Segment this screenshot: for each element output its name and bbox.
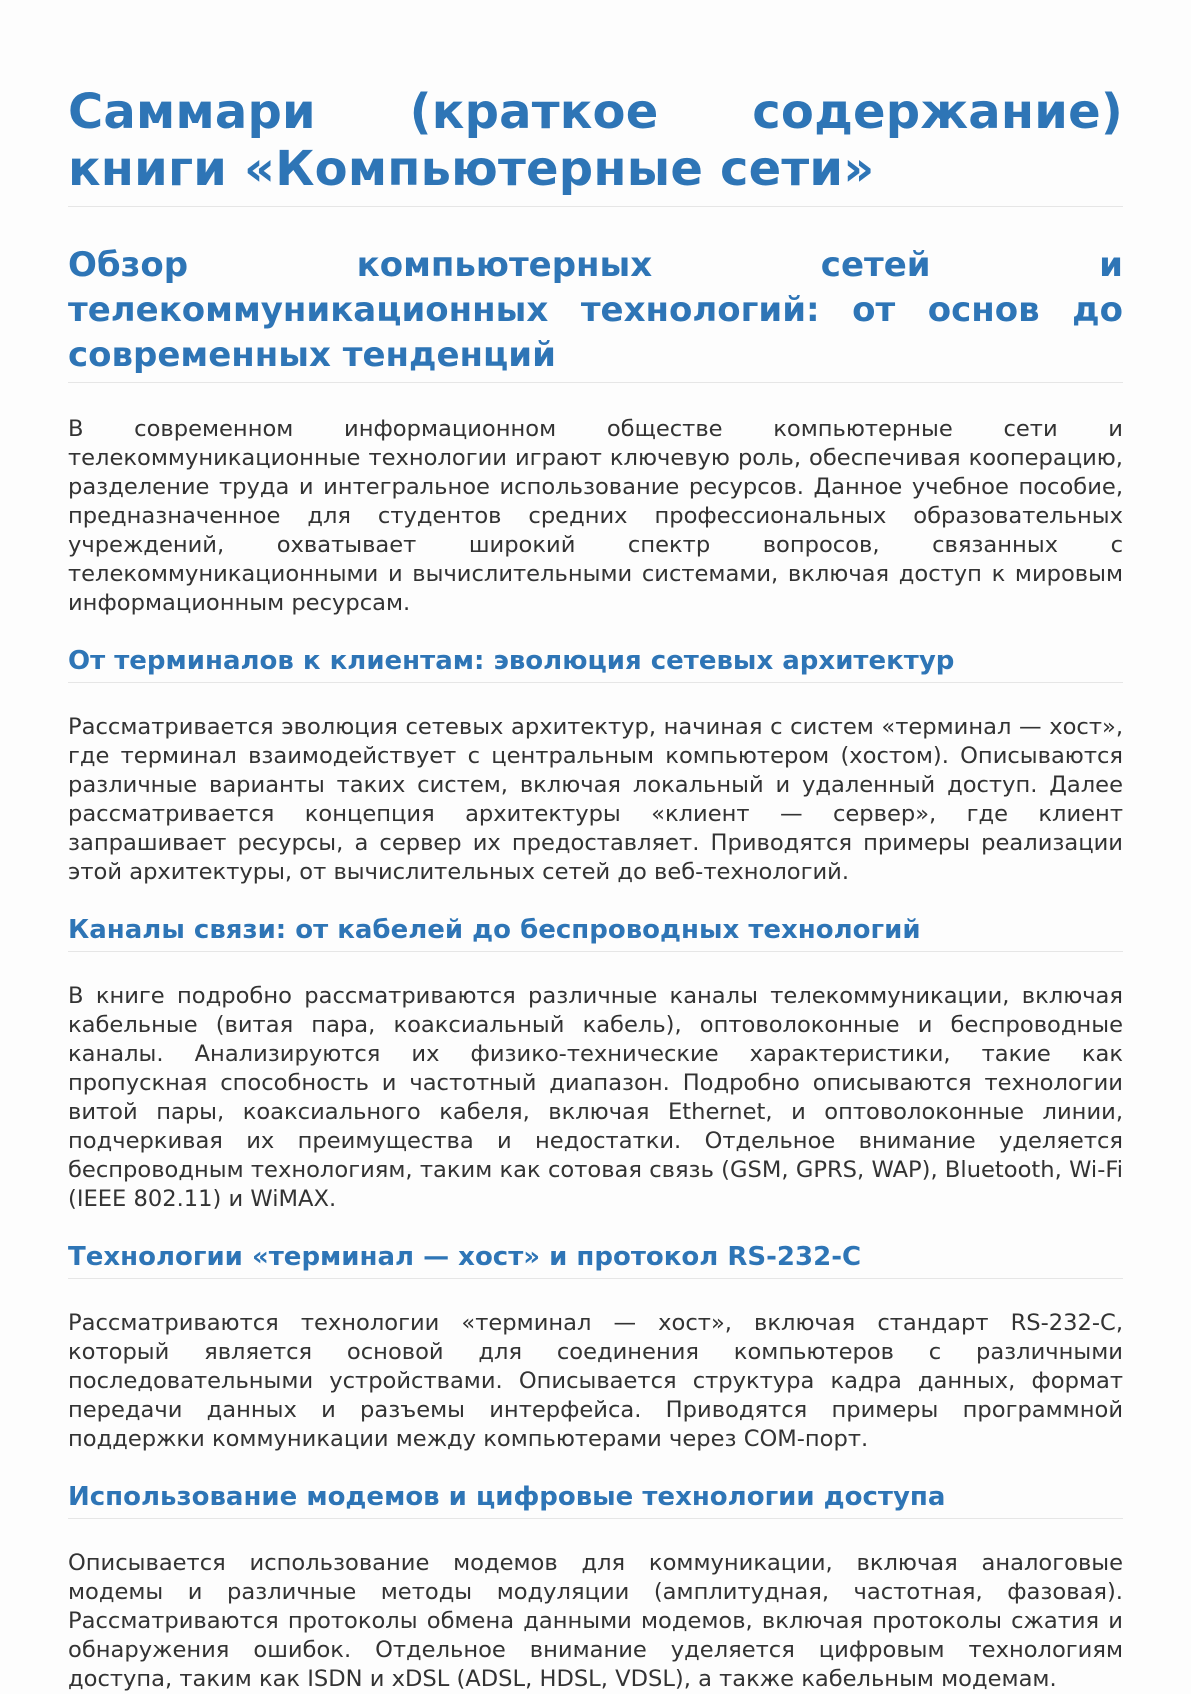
intro-paragraph: В современном информационном обществе компьютерные сети и телекоммуникационные технологии играют ключевую роль, обеспечивая кооперацию, разделение труда и интегральное использование ресурсов. Данное учебное пособие, предназначенное для студентов средних профессиональных образовательных учреждений, охватывает широкий спектр вопросов, связанных с телекоммуникационными и вычислительными системами, включая доступ к мировым информационным ресурсам. — [68, 416, 1123, 616]
section-text-channels: В книге подробно рассматриваются различные каналы телекоммуникации, включая кабельные (витая пара, коаксиальный кабель), оптоволоконные и беспроводные каналы. Анализируются их физико-технические характеристики, такие как пропускная способность и частотный диапазон. Подробно описываются технологии витой пары, коаксиального кабеля, включая Ethernet, и оптоволоконные линии, подчеркивая их преимущества и недостатки. Отдельное внимание уделяется беспроводным технологиям, таким как сотовая связь (GSM, GPRS, WAP), Bluetooth, Wi-Fi (IEEE 802.11) и WiMAX. — [68, 983, 1123, 1212]
section-text-architectures: Рассматривается эволюция сетевых архитектур, начиная с систем «терминал — хост», где терминал взаимодействует с центральным компьютером (хостом). Описываются различные варианты таких систем, включая локальный и удаленный доступ. Далее рассматривается концепция архитектуры «клиент — сервер», где клиент запрашивает ресурсы, а сервер их предоставляет. Приводятся примеры реализации этой архитектуры, от вычислительных сетей до веб-технологий. — [68, 714, 1123, 885]
section-text-rs232: Рассматриваются технологии «терминал — хост», включая стандарт RS-232-C, который является основой для соединения компьютеров с различными последовательными устройствами. Описывается структура кадра данных, формат передачи данных и разъемы интерфейса. Приводятся примеры программной поддержки коммуникации между компьютерами через COM-порт. — [68, 1310, 1123, 1452]
section-heading-architectures: От терминалов к клиентам: эволюция сетевых архитектур — [68, 644, 1123, 683]
page-title: Саммари (краткое содержание) книги «Компьютерные сети» — [68, 84, 1123, 207]
section-heading-modems: Использование модемов и цифровые технологии доступа — [68, 1480, 1123, 1519]
section-heading-rs232: Технологии «терминал — хост» и протокол RS-232-C — [68, 1240, 1123, 1279]
section-heading-channels: Каналы связи: от кабелей до беспроводных технологий — [68, 913, 1123, 952]
section-text-modems: Описывается использование модемов для коммуникации, включая аналоговые модемы и различные методы модуляции (амплитудная, частотная, фазовая). Рассматриваются протоколы обмена данными модемов, включая протоколы сжатия и обнаружения ошибок. Отдельное внимание уделяется цифровым технологиям доступа, таким как ISDN и xDSL (ADSL, HDSL, VDSL), а также кабельным модемам. — [68, 1550, 1123, 1692]
page-subtitle: Обзор компьютерных сетей и телекоммуникационных технологий: от основ до современных тенденций — [68, 243, 1123, 383]
